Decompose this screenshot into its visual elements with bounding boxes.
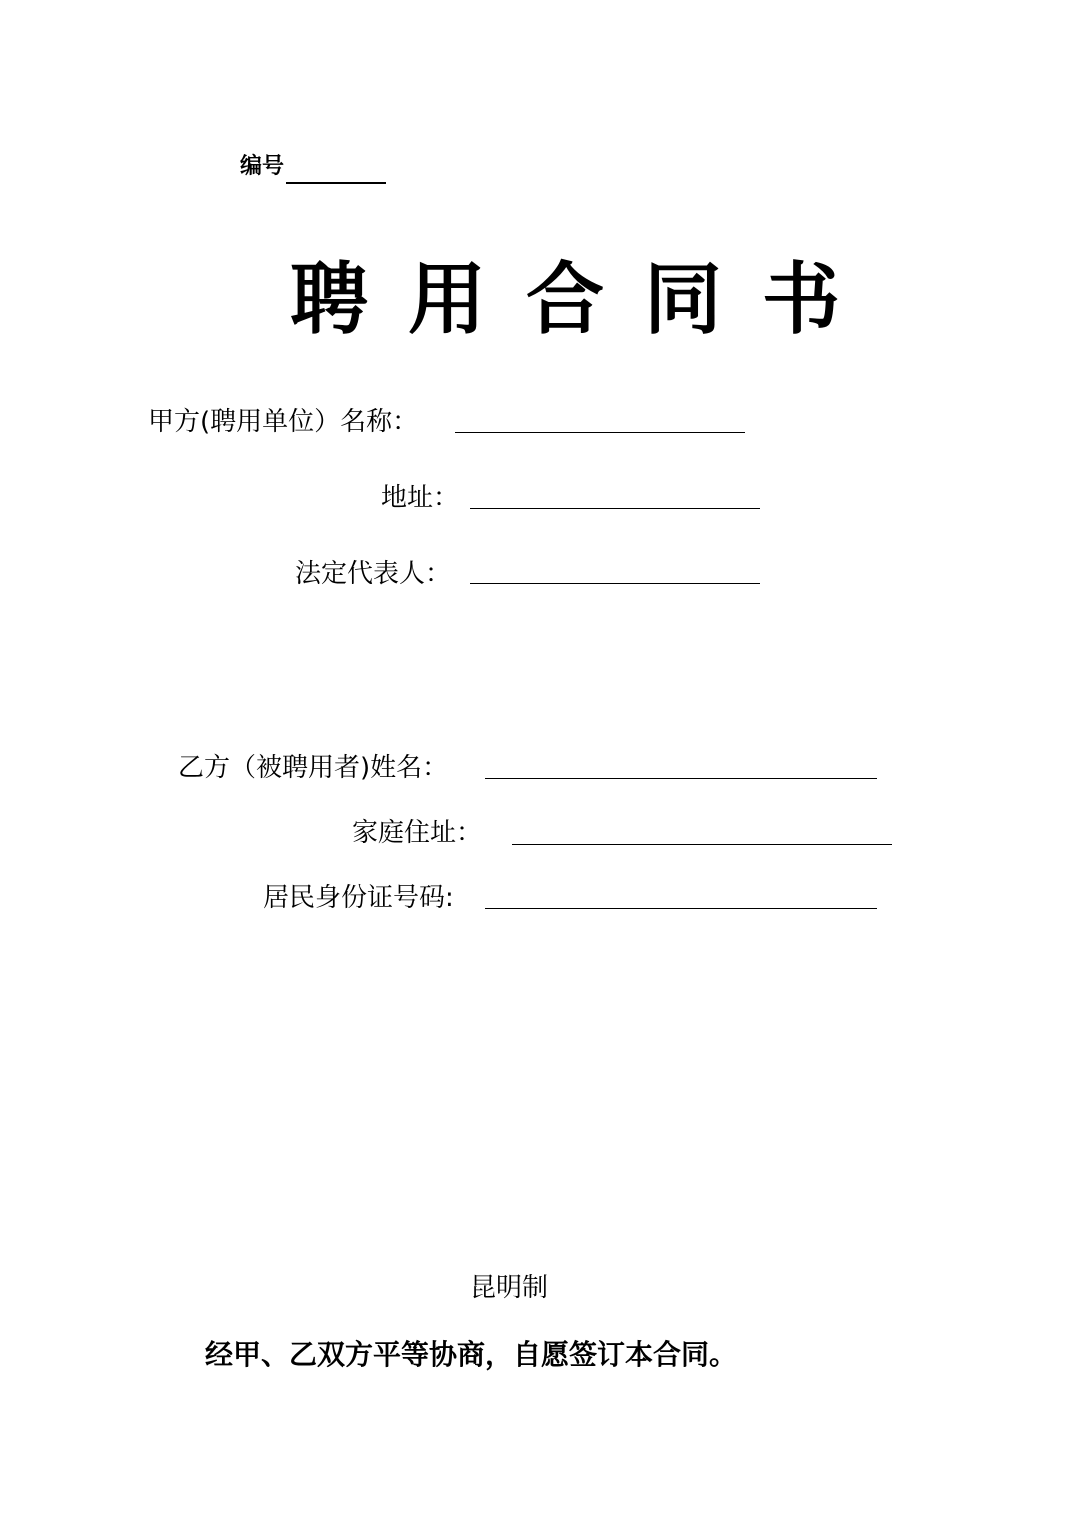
party-b-home-address-label: 家庭住址： [352,818,483,848]
party-b-name-blank[interactable] [485,778,877,779]
party-a-representative-label: 法定代表人： [295,559,452,589]
party-b-home-address-blank[interactable] [512,844,892,845]
party-b-id-number-label: 居民身份证号码: [263,883,454,913]
serial-number-blank[interactable] [286,158,386,184]
serial-number-label: 编号 [240,154,285,179]
party-a-name-blank[interactable] [455,432,745,433]
party-b-name-label: 乙方（被聘用者)姓名： [178,753,449,783]
party-a-name-label: 甲方(聘用单位）名称： [148,407,419,437]
city-label: 昆明制 [470,1273,549,1303]
party-b-id-number-blank[interactable] [485,908,877,909]
party-a-representative-blank[interactable] [470,583,760,584]
serial-number [240,150,386,184]
party-a-address-blank[interactable] [470,508,760,509]
document-title: 聘用合同书 [290,255,881,345]
party-a-address-label: 地址： [381,483,460,513]
closing-statement: 经甲、乙双方平等协商，自愿签订本合同。 [205,1338,738,1371]
